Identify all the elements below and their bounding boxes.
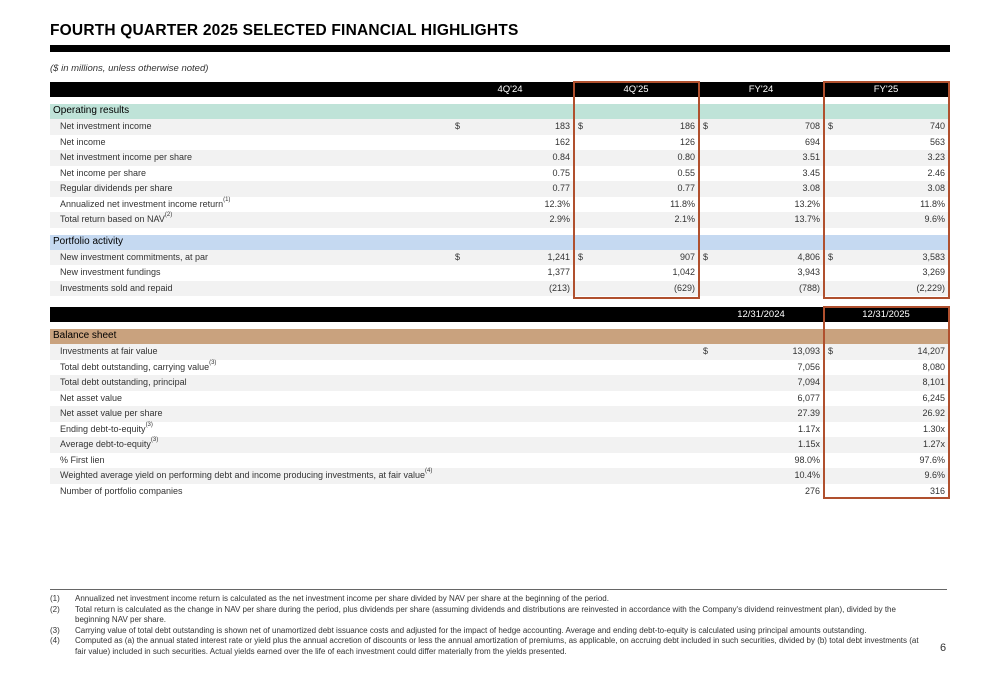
cell-value: 0.77 (552, 183, 570, 193)
financial-highlights-table (50, 82, 950, 296)
row-label (60, 377, 187, 387)
footnote-number: (4) (50, 636, 60, 645)
cell-value: (788) (798, 282, 820, 293)
footnote-marker: (1) (223, 196, 231, 203)
table-row (50, 360, 950, 376)
cell-value: (2,229) (916, 282, 945, 293)
row-label (60, 393, 122, 403)
cell-value: 3.45 (802, 167, 820, 178)
header-4q25: 4Q'25 (623, 84, 649, 95)
table-row (50, 197, 950, 213)
section-label: Operating results (53, 105, 130, 116)
header-fy25: FY'25 (873, 84, 899, 95)
row-label (60, 470, 432, 480)
row-label (60, 137, 106, 147)
cell-value: 97.6% (919, 454, 945, 465)
cell-value: 162 (554, 136, 570, 147)
row-label (60, 359, 217, 372)
cell-value: 3,583 (922, 251, 945, 262)
cell-value: 563 (929, 136, 945, 147)
table-row (50, 212, 950, 228)
cell-value: 1,241 (547, 251, 570, 262)
footnote (50, 636, 930, 657)
cell-value: 694 (804, 136, 820, 147)
row-label-text: Investments sold and repaid (60, 282, 173, 293)
footnote-marker: (3) (145, 421, 153, 428)
cell-value: 276 (804, 485, 820, 496)
row-label-text: Average debt-to-equity (60, 439, 151, 449)
row-label-text: Number of portfolio companies (60, 485, 183, 496)
row-label (60, 486, 183, 496)
cell-value: 4,806 (797, 251, 820, 262)
section-label: Portfolio activity (53, 235, 124, 247)
footnote-marker: (3) (209, 359, 217, 366)
row-label (60, 252, 208, 262)
cell-value: 8,080 (922, 361, 945, 372)
cell-value: 11.8% (920, 198, 945, 209)
row-label (60, 152, 192, 162)
table-row (50, 468, 950, 484)
cell-value: 126 (679, 136, 695, 147)
dollar-sign: $ (455, 251, 461, 262)
cell-value: 2.1% (674, 214, 695, 224)
footnote-rule (50, 589, 947, 590)
cell-value: 2.46 (927, 167, 945, 178)
header-2025: 12/31/2025 (862, 309, 910, 320)
row-label (60, 196, 231, 209)
cell-value: 2.9% (549, 214, 570, 224)
dollar-sign: $ (828, 251, 834, 262)
row-label-text: Annualized net investment income return (60, 198, 224, 209)
cell-value: 27.39 (797, 408, 820, 418)
cell-value: 3.08 (802, 183, 820, 193)
cell-value: (629) (673, 282, 695, 293)
footnote-number: (1) (50, 594, 60, 603)
section-portfolio-activity (50, 235, 950, 250)
row-label (60, 408, 163, 418)
balance-sheet-table (50, 307, 950, 499)
cell-value: 7,094 (797, 377, 820, 387)
cell-value: 186 (679, 121, 695, 131)
footnote-marker: (2) (164, 212, 173, 218)
row-label (60, 346, 158, 356)
cell-value: 907 (679, 251, 695, 262)
table-row (50, 150, 950, 166)
balance-header (50, 307, 950, 322)
cell-value: 6,077 (797, 392, 820, 403)
row-label-text: % First lien (60, 454, 105, 465)
dollar-sign: $ (703, 346, 709, 356)
dollar-sign: $ (828, 121, 834, 131)
cell-value: 316 (929, 485, 945, 496)
row-label-text: Total debt outstanding, principal (60, 377, 187, 387)
table-row (50, 406, 950, 422)
cell-value: 183 (554, 121, 570, 131)
table-row (50, 265, 950, 281)
footnote (50, 605, 930, 626)
table-row (50, 250, 950, 266)
table-row (50, 453, 950, 469)
cell-value: 3.51 (802, 152, 820, 162)
row-label (60, 283, 173, 293)
footnote-marker: (4) (425, 468, 433, 474)
section-operating-results (50, 104, 950, 119)
dollar-sign: $ (828, 346, 834, 356)
cell-value: 6,245 (922, 392, 945, 403)
table-header (50, 82, 950, 97)
row-label (60, 214, 172, 224)
cell-value: 12.3% (544, 198, 570, 209)
footnote-number: (3) (50, 625, 60, 635)
footnote (50, 626, 930, 637)
table-row (50, 119, 950, 135)
footnote-number: (2) (50, 604, 60, 614)
row-label-text: Total debt outstanding, carrying value (60, 361, 210, 372)
footnote (50, 594, 930, 605)
cell-value: 1.27x (922, 439, 945, 449)
row-label (60, 267, 161, 277)
table-row (50, 281, 950, 297)
cell-value: 0.84 (552, 152, 570, 162)
cell-value: 14,207 (917, 346, 945, 356)
page-title: FOURTH QUARTER 2025 SELECTED FINANCIAL HIGHLIGHTS (50, 22, 519, 39)
table-row (50, 166, 950, 182)
footnote-marker: (3) (150, 437, 159, 443)
cell-value: 13.2% (794, 198, 820, 209)
row-label-text: Weighted average yield on performing debt and income producing investments, at fair value (60, 470, 426, 480)
table-row (50, 437, 950, 453)
footnote-text: Computed as (a) the annual stated interest rate or yield plus the annual accretion of discounts or less the annual amortization of premiums, as applicable, on accruing debt included in such securities, divided by (b) total debt investments (at fair value) included in such securities. Actual yields earned over the life of each investment could differ materially from the yields presented. (75, 636, 919, 656)
cell-value: 8,101 (922, 377, 945, 387)
dollar-sign: $ (703, 251, 709, 262)
cell-value: 1.17x (797, 423, 820, 434)
row-label-text: Ending debt-to-equity (60, 423, 146, 434)
cell-value: 0.77 (677, 183, 695, 193)
cell-value: 13,093 (792, 346, 820, 356)
row-label-text: Net income per share (60, 167, 147, 178)
dollar-sign: $ (455, 121, 461, 131)
header-4q24: 4Q'24 (497, 84, 523, 95)
cell-value: 11.8% (670, 198, 695, 209)
cell-value: 10.4% (794, 470, 820, 480)
row-label-text: New investment commitments, at par (60, 251, 209, 262)
cell-value: 0.80 (677, 152, 695, 162)
cell-value: 1.15x (797, 439, 820, 449)
cell-value: 3.23 (927, 152, 945, 162)
section-label: Balance sheet (53, 330, 117, 341)
cell-value: 3.08 (927, 183, 945, 193)
table-row (50, 422, 950, 438)
row-label-text: Regular dividends per share (60, 183, 173, 193)
dollar-sign: $ (578, 121, 584, 131)
cell-value: 26.92 (922, 408, 945, 418)
header-fy24: FY'24 (748, 84, 774, 95)
cell-value: 98.0% (794, 454, 820, 465)
row-label (60, 168, 146, 178)
cell-value: 7,056 (797, 361, 820, 372)
cell-value: 1,042 (672, 267, 695, 277)
cell-value: 0.55 (677, 167, 695, 178)
units-note: ($ in millions, unless otherwise noted) (50, 63, 209, 74)
row-label-text: Total return based on NAV (60, 214, 165, 224)
cell-value: 9.6% (924, 470, 945, 480)
footnote-text: Total return is calculated as the change in NAV per share during the period, plus dividends per share (assuming dividends and distributions are reinvested in accordance with the Company's dividend reinvestment plan), divided by the beginning NAV per share. (75, 604, 896, 624)
row-label-text: Net investment income (60, 121, 152, 131)
row-label-text: Net asset value per share (60, 408, 163, 418)
row-label-text: Investments at fair value (60, 346, 158, 356)
table-row (50, 181, 950, 197)
row-label (60, 439, 158, 449)
row-label-text: Net income (60, 136, 106, 147)
page-number: 6 (940, 642, 947, 654)
header-2024: 12/31/2024 (737, 309, 785, 320)
section-balance-sheet (50, 329, 950, 344)
cell-value: 0.75 (552, 167, 570, 178)
table-row (50, 484, 950, 500)
table-row (50, 391, 950, 407)
cell-value: 1.30x (922, 423, 945, 434)
cell-value: 740 (929, 121, 945, 131)
dollar-sign: $ (578, 251, 584, 262)
footnote-text: Annualized net investment income return is calculated as the net investment income per share divided by NAV per share at the beginning of the period. (75, 594, 609, 603)
row-label (60, 121, 152, 131)
footnotes (50, 594, 930, 657)
cell-value: 9.6% (924, 214, 945, 224)
footnote-text: Carrying value of total debt outstanding is shown net of unamortized debt issuance costs and adjusted for the impact of hedge accounting. Average and ending debt-to-equity is calculated using principal amounts outstanding. (75, 625, 867, 635)
row-label (60, 183, 173, 193)
row-label-text: Net asset value (60, 392, 123, 403)
cell-value: 13.7% (794, 214, 820, 224)
title-rule (50, 45, 950, 52)
cell-value: (213) (548, 282, 570, 293)
row-label (60, 421, 153, 434)
cell-value: 3,269 (922, 267, 945, 277)
row-label (60, 455, 105, 465)
cell-value: 708 (804, 121, 820, 131)
row-label-text: Net investment income per share (60, 152, 193, 162)
cell-value: 3,943 (797, 267, 820, 277)
table-row (50, 344, 950, 360)
table-row (50, 135, 950, 151)
cell-value: 1,377 (547, 267, 570, 277)
dollar-sign: $ (703, 121, 709, 131)
table-row (50, 375, 950, 391)
row-label-text: New investment fundings (60, 267, 161, 277)
